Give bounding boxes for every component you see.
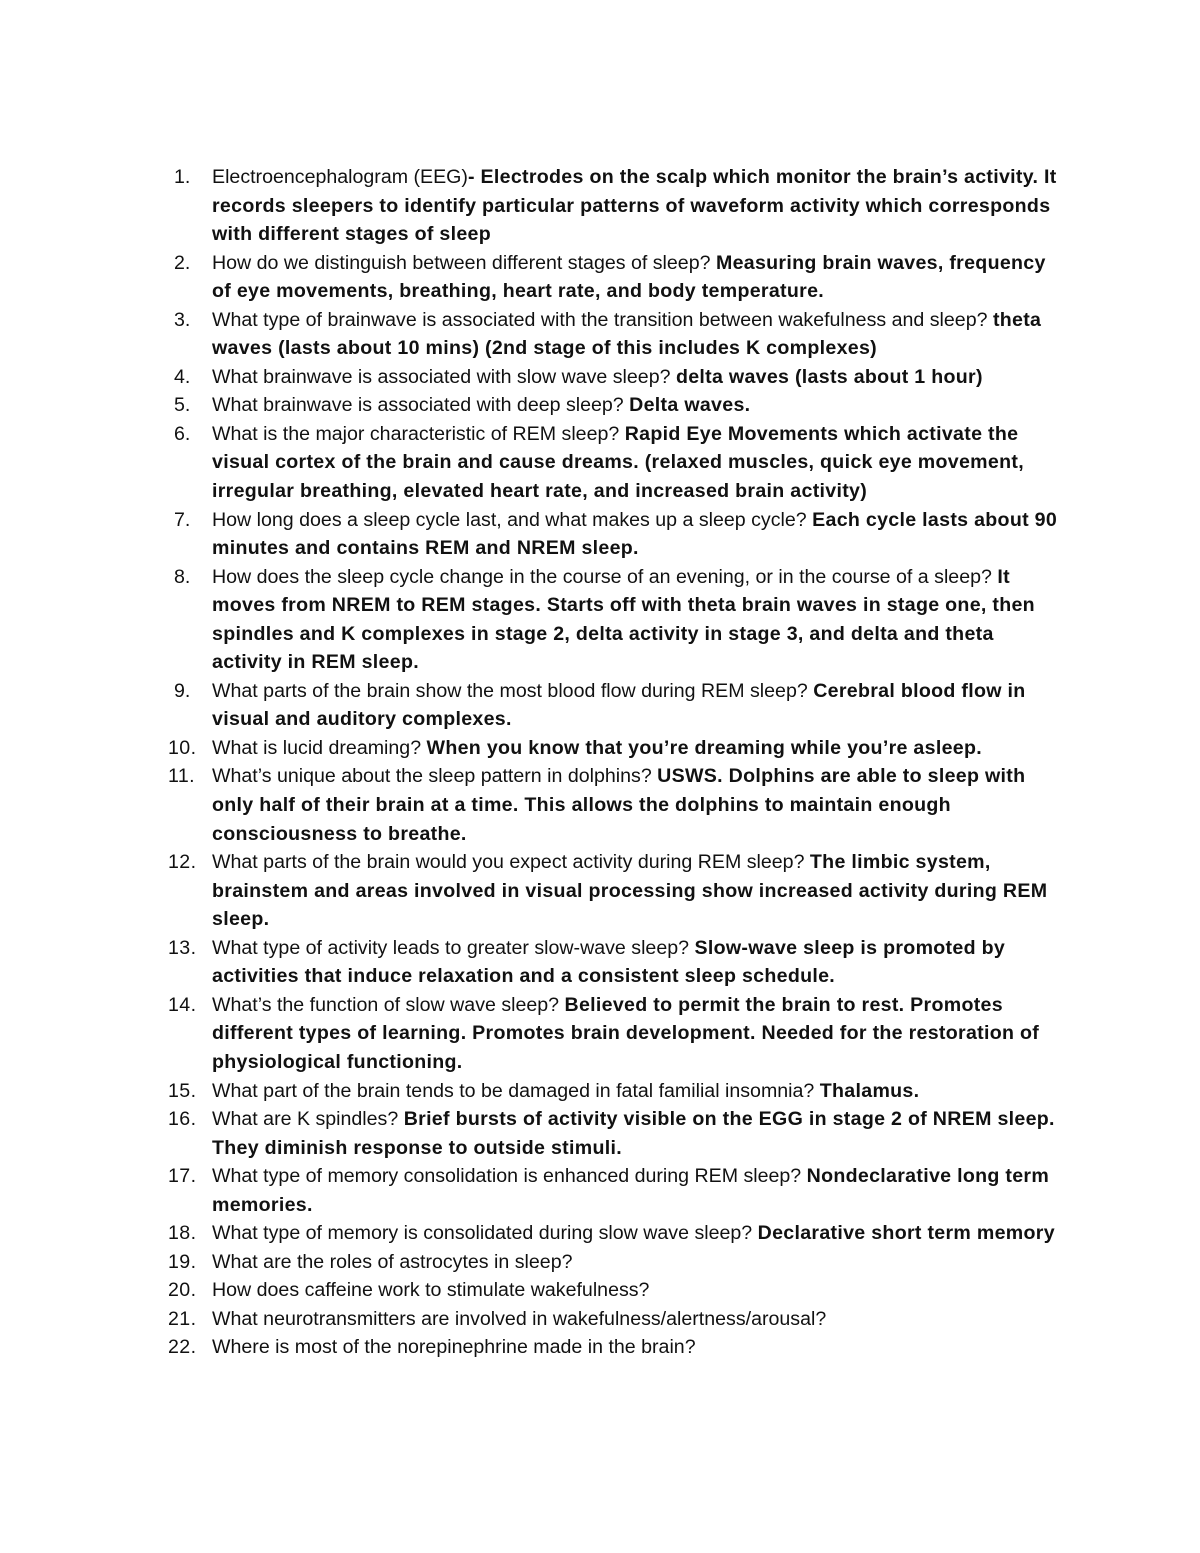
item-number: 2. [174,251,191,274]
item-number: 20. [168,1279,197,1302]
answer-text: It moves from NREM to REM stages. Starts off with theta brain waves in stage one, then spindles and K complexes in stage 2, delta activity in stage 3, and delta and theta activity in REM sleep. [212,565,1035,674]
question-text: How does caffeine work to stimulate wakefulness? [212,1279,650,1302]
list-item [0,1305,1060,1334]
item-number: 9. [174,679,191,702]
question-text: What are the roles of astrocytes in sleep? [212,1250,573,1273]
answer-text: The limbic system, brainstem and areas involved in visual processing show increased activity during REM sleep. [212,851,1048,931]
answer-text: theta waves (lasts about 10 mins) (2nd stage of this includes K complexes) [212,308,1042,360]
list-item [0,563,1060,677]
question-text: What type of memory consolidation is enhanced during REM sleep? [212,1165,807,1188]
question-text: What’s the function of slow wave sleep? [212,993,565,1016]
answer-text: Believed to permit the brain to rest. Promotes different types of learning. Promotes brain development. Needed for the restoration of physiological functioning. [212,993,1040,1073]
list-item [0,249,1060,306]
item-number: 13. [168,936,197,959]
answer-text: When you know that you’re dreaming while you’re asleep. [426,736,982,759]
item-number: 16. [168,1108,197,1131]
list-item [0,391,1060,420]
answer-text: Slow-wave sleep is promoted by activities that induce relaxation and a consistent sleep schedule. [212,936,1006,988]
list-item [0,762,1060,848]
question-text: Electroencephalogram (EEG) [212,166,468,188]
question-text: What part of the brain tends to be damaged in fatal familial insomnia? [212,1079,820,1102]
list-item [0,363,1060,392]
question-text: What type of activity leads to greater slow-wave sleep? [212,936,695,959]
item-number: 22. [168,1336,197,1359]
item-number: 8. [174,565,191,588]
question-text: What parts of the brain show the most blood flow during REM sleep? [212,679,814,702]
answer-text: - Electrodes on the scalp which monitor the brain’s activity. It records sleepers to identify particular patterns of waveform activity which corresponds with different stages of sleep [212,166,1057,246]
item-number: 12. [168,851,197,874]
question-text: What brainwave is associated with slow wave sleep? [212,365,676,388]
item-number: 15. [168,1079,197,1102]
question-text: What neurotransmitters are involved in wakefulness/alertness/arousal? [212,1307,827,1330]
answer-text: USWS. Dolphins are able to sleep with only half of their brain at a time. This allows the dolphins to maintain enough consciousness to breathe. [212,765,1026,845]
list-item [0,1219,1060,1248]
item-number: 21. [168,1307,197,1330]
list-item [0,734,1060,763]
item-number: 19. [168,1250,197,1273]
answer-text: Thalamus. [819,1079,920,1102]
question-text: What parts of the brain would you expect activity during REM sleep? [212,851,810,874]
list-item [0,1276,1060,1305]
question-text: What type of brainwave is associated with the transition between wakefulness and sleep? [212,308,993,331]
list-item [0,1077,1060,1106]
item-number: 6. [174,422,191,445]
list-item [0,848,1060,934]
question-text: What type of memory is consolidated during slow wave sleep? [212,1222,758,1245]
question-text: Where is most of the norepinephrine made in the brain? [212,1336,696,1359]
question-text: How long does a sleep cycle last, and what makes up a sleep cycle? [212,508,813,531]
question-text: How does the sleep cycle change in the course of an evening, or in the course of a sleep? [212,565,998,588]
answer-text: Declarative short term memory [757,1222,1055,1245]
question-list [0,163,1200,1362]
item-number: 10. [168,736,197,759]
answer-text: Nondeclarative long term memories. [212,1165,1050,1216]
list-item [0,420,1060,506]
item-number: 18. [168,1222,197,1245]
item-number: 5. [174,394,191,417]
item-number: 14. [168,993,197,1016]
list-item [0,163,1060,249]
item-number: 1. [174,166,191,188]
list-item [0,506,1060,563]
answer-text: Measuring brain waves, frequency of eye movements, breathing, heart rate, and body temperature. [212,251,1046,303]
question-text: How do we distinguish between different stages of sleep? [212,251,716,274]
item-number: 7. [174,508,191,531]
list-item [0,1162,1060,1219]
question-text: What is lucid dreaming? [212,736,427,759]
answer-text: Each cycle lasts about 90 minutes and contains REM and NREM sleep. [212,508,1058,560]
answer-text: Delta waves. [629,394,751,417]
item-number: 11. [168,765,195,788]
question-text: What are K spindles? [212,1108,404,1131]
item-number: 4. [174,365,191,388]
answer-text: delta waves (lasts about 1 hour) [675,365,983,388]
answer-text: Rapid Eye Movements which activate the visual cortex of the brain and cause dreams. (relaxed muscles, quick eye movement, irregular breathing, elevated heart rate, and increased brain activity) [212,422,1024,503]
question-text: What’s unique about the sleep pattern in dolphins? [212,765,658,788]
list-item [0,1105,1060,1162]
answer-text: Cerebral blood flow in visual and auditory complexes. [212,679,1026,731]
list-item [0,1248,1060,1277]
answer-text: Brief bursts of activity visible on the EGG in stage 2 of NREM sleep. They diminish response to outside stimuli. [212,1108,1055,1159]
item-number: 17. [168,1165,197,1188]
question-text: What brainwave is associated with deep sleep? [212,394,630,417]
list-item [0,306,1060,363]
list-item [0,677,1060,734]
list-item [0,991,1060,1077]
item-number: 3. [174,308,191,331]
list-item [0,1333,1060,1362]
list-item [0,934,1060,991]
question-text: What is the major characteristic of REM sleep? [212,422,625,445]
